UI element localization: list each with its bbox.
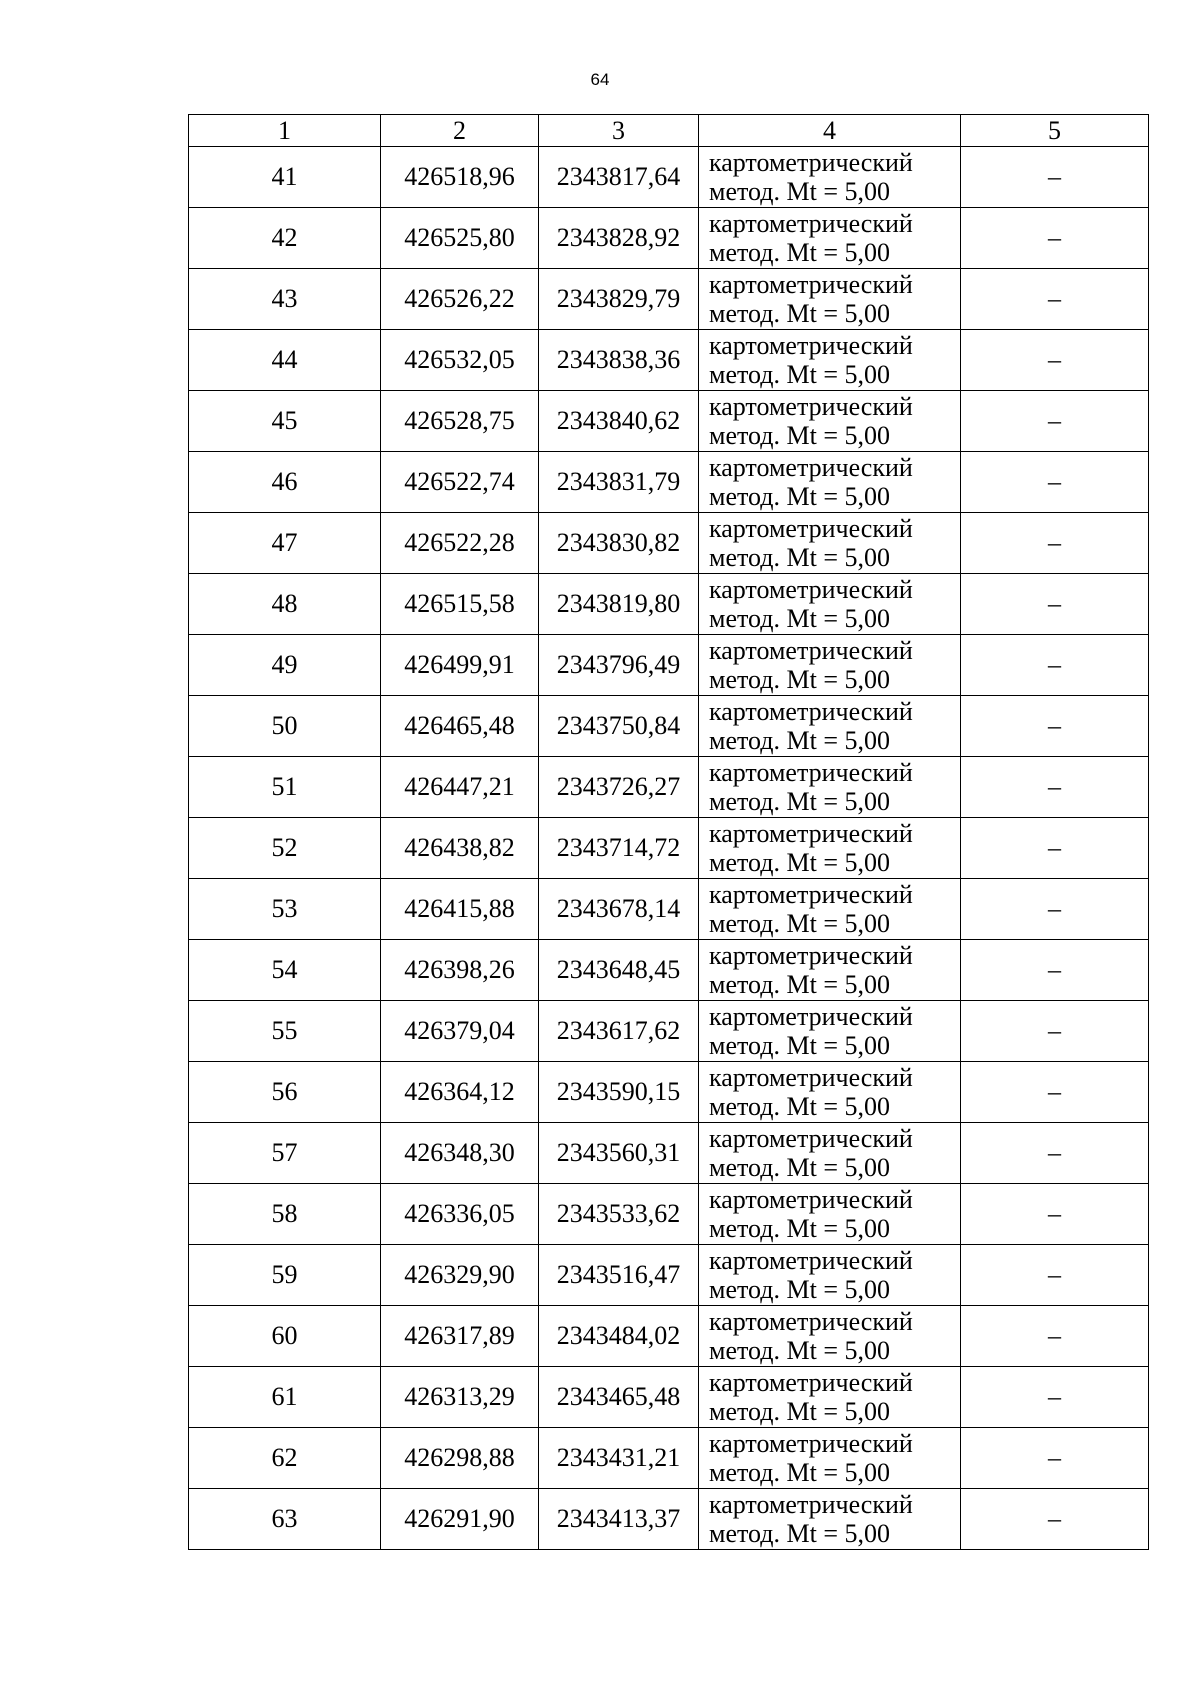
method-accuracy: метод. Mt = 5,00: [709, 787, 890, 816]
point-number-cell: 47: [189, 513, 381, 574]
table-row: [189, 1245, 1149, 1306]
table-row: [189, 208, 1149, 269]
method-name: картометрический: [709, 941, 913, 970]
table-row: [189, 269, 1149, 330]
y-coordinate-cell: 2343484,02: [539, 1306, 699, 1367]
method-cell: [699, 1367, 961, 1428]
note-cell: –: [961, 635, 1149, 696]
x-coordinate-cell: 426291,90: [381, 1489, 539, 1550]
method-name: картометрический: [709, 270, 913, 299]
point-number-cell: 63: [189, 1489, 381, 1550]
page-number: 64: [590, 70, 610, 89]
method-accuracy: метод. Mt = 5,00: [709, 1458, 890, 1487]
method-name: картометрический: [709, 575, 913, 604]
method-accuracy: метод. Mt = 5,00: [709, 543, 890, 572]
method-cell: [699, 452, 961, 513]
method-cell: [699, 269, 961, 330]
table-row: [189, 513, 1149, 574]
y-coordinate-cell: 2343830,82: [539, 513, 699, 574]
note-cell: –: [961, 1062, 1149, 1123]
point-number-cell: 53: [189, 879, 381, 940]
y-coordinate-cell: 2343533,62: [539, 1184, 699, 1245]
method-accuracy: метод. Mt = 5,00: [709, 1275, 890, 1304]
method-name: картометрический: [709, 1124, 913, 1153]
point-number-cell: 51: [189, 757, 381, 818]
y-coordinate-cell: 2343817,64: [539, 147, 699, 208]
note-cell: –: [961, 879, 1149, 940]
y-coordinate-cell: 2343560,31: [539, 1123, 699, 1184]
table-header-row: [189, 115, 1149, 147]
method-cell: [699, 330, 961, 391]
header-col-1: 1: [189, 115, 381, 147]
table-row: [189, 818, 1149, 879]
x-coordinate-cell: 426298,88: [381, 1428, 539, 1489]
point-number-cell: 60: [189, 1306, 381, 1367]
method-name: картометрический: [709, 1490, 913, 1519]
y-coordinate-cell: 2343726,27: [539, 757, 699, 818]
note-cell: –: [961, 1001, 1149, 1062]
note-cell: –: [961, 269, 1149, 330]
note-cell: –: [961, 696, 1149, 757]
method-accuracy: метод. Mt = 5,00: [709, 1092, 890, 1121]
x-coordinate-cell: 426532,05: [381, 330, 539, 391]
method-cell: [699, 757, 961, 818]
method-accuracy: метод. Mt = 5,00: [709, 1031, 890, 1060]
method-accuracy: метод. Mt = 5,00: [709, 726, 890, 755]
method-name: картометрический: [709, 331, 913, 360]
y-coordinate-cell: 2343829,79: [539, 269, 699, 330]
method-accuracy: метод. Mt = 5,00: [709, 848, 890, 877]
y-coordinate-cell: 2343431,21: [539, 1428, 699, 1489]
table-row: [189, 757, 1149, 818]
table-row: [189, 330, 1149, 391]
point-number-cell: 55: [189, 1001, 381, 1062]
method-name: картометрический: [709, 148, 913, 177]
note-cell: –: [961, 940, 1149, 1001]
table-row: [189, 1123, 1149, 1184]
x-coordinate-cell: 426348,30: [381, 1123, 539, 1184]
table-row: [189, 574, 1149, 635]
method-cell: [699, 1245, 961, 1306]
method-accuracy: метод. Mt = 5,00: [709, 665, 890, 694]
point-number-cell: 46: [189, 452, 381, 513]
table-row: [189, 1428, 1149, 1489]
method-accuracy: метод. Mt = 5,00: [709, 421, 890, 450]
point-number-cell: 52: [189, 818, 381, 879]
y-coordinate-cell: 2343617,62: [539, 1001, 699, 1062]
y-coordinate-cell: 2343819,80: [539, 574, 699, 635]
method-name: картометрический: [709, 819, 913, 848]
point-number-cell: 44: [189, 330, 381, 391]
method-name: картометрический: [709, 453, 913, 482]
note-cell: –: [961, 1428, 1149, 1489]
x-coordinate-cell: 426525,80: [381, 208, 539, 269]
header-col-4: 4: [699, 115, 961, 147]
method-name: картометрический: [709, 1002, 913, 1031]
table-row: [189, 1489, 1149, 1550]
method-accuracy: метод. Mt = 5,00: [709, 1519, 890, 1548]
table-row: [189, 452, 1149, 513]
x-coordinate-cell: 426317,89: [381, 1306, 539, 1367]
note-cell: –: [961, 1123, 1149, 1184]
table-row: [189, 1062, 1149, 1123]
point-number-cell: 42: [189, 208, 381, 269]
x-coordinate-cell: 426522,28: [381, 513, 539, 574]
table-body: [189, 147, 1149, 1550]
method-cell: [699, 574, 961, 635]
method-cell: [699, 635, 961, 696]
x-coordinate-cell: 426313,29: [381, 1367, 539, 1428]
note-cell: –: [961, 147, 1149, 208]
y-coordinate-cell: 2343796,49: [539, 635, 699, 696]
method-name: картометрический: [709, 392, 913, 421]
x-coordinate-cell: 426336,05: [381, 1184, 539, 1245]
method-name: картометрический: [709, 1307, 913, 1336]
method-name: картометрический: [709, 697, 913, 726]
coordinates-table: [188, 114, 1149, 1550]
x-coordinate-cell: 426526,22: [381, 269, 539, 330]
method-cell: [699, 391, 961, 452]
method-name: картометрический: [709, 1246, 913, 1275]
note-cell: –: [961, 330, 1149, 391]
x-coordinate-cell: 426415,88: [381, 879, 539, 940]
note-cell: –: [961, 818, 1149, 879]
header-col-5: 5: [961, 115, 1149, 147]
method-cell: [699, 1062, 961, 1123]
x-coordinate-cell: 426522,74: [381, 452, 539, 513]
method-name: картометрический: [709, 1368, 913, 1397]
table-row: [189, 1184, 1149, 1245]
table-row: [189, 1367, 1149, 1428]
point-number-cell: 58: [189, 1184, 381, 1245]
note-cell: –: [961, 1245, 1149, 1306]
x-coordinate-cell: 426379,04: [381, 1001, 539, 1062]
method-cell: [699, 513, 961, 574]
method-cell: [699, 818, 961, 879]
method-accuracy: метод. Mt = 5,00: [709, 909, 890, 938]
point-number-cell: 43: [189, 269, 381, 330]
table-row: [189, 940, 1149, 1001]
method-name: картометрический: [709, 1185, 913, 1214]
method-accuracy: метод. Mt = 5,00: [709, 1153, 890, 1182]
x-coordinate-cell: 426398,26: [381, 940, 539, 1001]
note-cell: –: [961, 1367, 1149, 1428]
method-name: картометрический: [709, 758, 913, 787]
point-number-cell: 49: [189, 635, 381, 696]
note-cell: –: [961, 513, 1149, 574]
x-coordinate-cell: 426515,58: [381, 574, 539, 635]
note-cell: –: [961, 452, 1149, 513]
method-cell: [699, 1428, 961, 1489]
method-accuracy: метод. Mt = 5,00: [709, 360, 890, 389]
x-coordinate-cell: 426438,82: [381, 818, 539, 879]
note-cell: –: [961, 757, 1149, 818]
method-name: картометрический: [709, 636, 913, 665]
method-name: картометрический: [709, 880, 913, 909]
method-cell: [699, 1306, 961, 1367]
header-col-2: 2: [381, 115, 539, 147]
table-row: [189, 1001, 1149, 1062]
x-coordinate-cell: 426364,12: [381, 1062, 539, 1123]
header-col-3: 3: [539, 115, 699, 147]
note-cell: –: [961, 1184, 1149, 1245]
method-cell: [699, 208, 961, 269]
note-cell: –: [961, 208, 1149, 269]
y-coordinate-cell: 2343750,84: [539, 696, 699, 757]
note-cell: –: [961, 391, 1149, 452]
x-coordinate-cell: 426447,21: [381, 757, 539, 818]
point-number-cell: 45: [189, 391, 381, 452]
y-coordinate-cell: 2343648,45: [539, 940, 699, 1001]
x-coordinate-cell: 426329,90: [381, 1245, 539, 1306]
y-coordinate-cell: 2343465,48: [539, 1367, 699, 1428]
point-number-cell: 57: [189, 1123, 381, 1184]
y-coordinate-cell: 2343831,79: [539, 452, 699, 513]
y-coordinate-cell: 2343516,47: [539, 1245, 699, 1306]
note-cell: –: [961, 1489, 1149, 1550]
point-number-cell: 41: [189, 147, 381, 208]
method-accuracy: метод. Mt = 5,00: [709, 238, 890, 267]
point-number-cell: 61: [189, 1367, 381, 1428]
y-coordinate-cell: 2343840,62: [539, 391, 699, 452]
y-coordinate-cell: 2343590,15: [539, 1062, 699, 1123]
method-cell: [699, 1123, 961, 1184]
method-accuracy: метод. Mt = 5,00: [709, 1214, 890, 1243]
method-name: картометрический: [709, 514, 913, 543]
y-coordinate-cell: 2343828,92: [539, 208, 699, 269]
x-coordinate-cell: 426518,96: [381, 147, 539, 208]
method-accuracy: метод. Mt = 5,00: [709, 1336, 890, 1365]
table-row: [189, 391, 1149, 452]
method-cell: [699, 1184, 961, 1245]
point-number-cell: 59: [189, 1245, 381, 1306]
note-cell: –: [961, 574, 1149, 635]
table-row: [189, 635, 1149, 696]
point-number-cell: 48: [189, 574, 381, 635]
point-number-cell: 62: [189, 1428, 381, 1489]
method-name: картометрический: [709, 1429, 913, 1458]
y-coordinate-cell: 2343838,36: [539, 330, 699, 391]
table-row: [189, 879, 1149, 940]
method-name: картометрический: [709, 1063, 913, 1092]
y-coordinate-cell: 2343413,37: [539, 1489, 699, 1550]
note-cell: –: [961, 1306, 1149, 1367]
x-coordinate-cell: 426465,48: [381, 696, 539, 757]
method-cell: [699, 1001, 961, 1062]
method-accuracy: метод. Mt = 5,00: [709, 299, 890, 328]
x-coordinate-cell: 426528,75: [381, 391, 539, 452]
table-row: [189, 147, 1149, 208]
table-row: [189, 1306, 1149, 1367]
method-cell: [699, 696, 961, 757]
method-name: картометрический: [709, 209, 913, 238]
x-coordinate-cell: 426499,91: [381, 635, 539, 696]
method-cell: [699, 940, 961, 1001]
method-accuracy: метод. Mt = 5,00: [709, 970, 890, 999]
point-number-cell: 54: [189, 940, 381, 1001]
method-cell: [699, 147, 961, 208]
method-accuracy: метод. Mt = 5,00: [709, 1397, 890, 1426]
method-accuracy: метод. Mt = 5,00: [709, 604, 890, 633]
table-row: [189, 696, 1149, 757]
y-coordinate-cell: 2343714,72: [539, 818, 699, 879]
method-cell: [699, 1489, 961, 1550]
y-coordinate-cell: 2343678,14: [539, 879, 699, 940]
point-number-cell: 50: [189, 696, 381, 757]
method-accuracy: метод. Mt = 5,00: [709, 177, 890, 206]
method-cell: [699, 879, 961, 940]
point-number-cell: 56: [189, 1062, 381, 1123]
method-accuracy: метод. Mt = 5,00: [709, 482, 890, 511]
